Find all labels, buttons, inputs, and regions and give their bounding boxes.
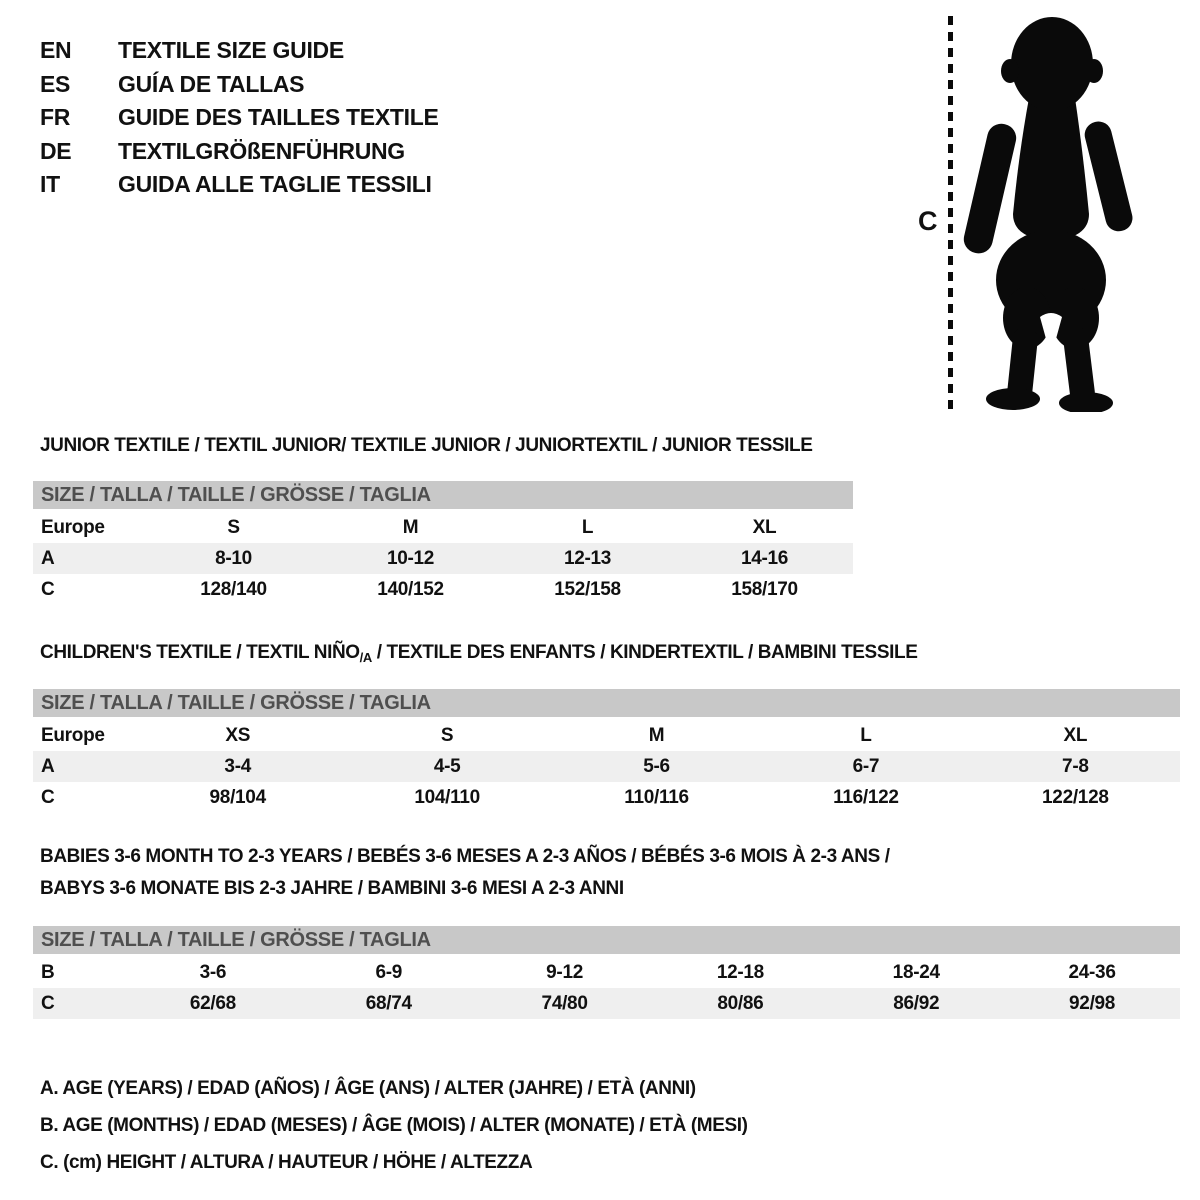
language-guide-title: GUÍA DE TALLAS <box>118 70 305 97</box>
table-cell: 3-6 <box>199 961 227 983</box>
table-cell: L <box>860 724 872 746</box>
table-cell: 6-9 <box>375 961 403 983</box>
junior-size-table <box>33 481 853 605</box>
row-label: C <box>41 992 55 1014</box>
table-cell: 110/116 <box>624 786 689 808</box>
legend-line-a: A. AGE (YEARS) / EDAD (AÑOS) / ÂGE (ANS) / ALTER (JAHRE) / ETÀ (ANNI) <box>40 1078 696 1099</box>
table-cell: M <box>402 516 419 538</box>
table-cell: 6-7 <box>852 755 880 777</box>
language-code: IT <box>40 171 60 198</box>
row-label: C <box>41 578 55 600</box>
size-header-bar: SIZE / TALLA / TAILLE / GRÖSSE / TAGLIA <box>33 481 853 509</box>
height-measure-dashed-line <box>948 16 953 414</box>
babies-section-title-line1: BABIES 3-6 MONTH TO 2-3 YEARS / BEBÉS 3-6 MESES A 2-3 AÑOS / BÉBÉS 3-6 MOIS À 2-3 ANS / <box>40 846 890 867</box>
table-row <box>33 751 1180 782</box>
table-cell: 104/110 <box>414 786 480 808</box>
table-cell: 98/104 <box>209 786 266 808</box>
language-row <box>40 68 439 102</box>
language-code: DE <box>40 137 72 164</box>
row-label: B <box>41 961 55 983</box>
table-cell: L <box>581 516 594 538</box>
language-guide-title: TEXTILE SIZE GUIDE <box>118 37 344 64</box>
language-row <box>40 101 439 135</box>
table-cell: S <box>440 724 454 746</box>
table-row <box>33 512 853 543</box>
language-code: ES <box>40 70 71 97</box>
row-label: A <box>41 755 55 777</box>
table-cell: 4-5 <box>433 755 461 777</box>
table-row <box>33 957 1180 988</box>
table-cell: 7-8 <box>1062 755 1089 777</box>
table-row <box>33 782 1180 813</box>
table-cell: 128/140 <box>200 578 267 600</box>
legend-line-b: B. AGE (MONTHS) / EDAD (MESES) / ÂGE (MOIS) / ALTER (MONATE) / ETÀ (MESI) <box>40 1115 748 1136</box>
table-cell: 80/86 <box>717 992 764 1014</box>
table-cell: 152/158 <box>554 578 621 600</box>
table-cell: 18-24 <box>892 961 940 983</box>
measurement-legend <box>40 1070 748 1181</box>
table-cell: 24-36 <box>1068 961 1116 983</box>
table-cell: 3-4 <box>224 755 251 777</box>
table-row <box>33 988 1180 1019</box>
size-header-bar: SIZE / TALLA / TAILLE / GRÖSSE / TAGLIA <box>33 926 1180 954</box>
table-cell: 68/74 <box>365 992 412 1014</box>
table-cell: 9-12 <box>546 961 583 983</box>
toddler-silhouette-icon <box>958 12 1138 412</box>
children-section-title: CHILDREN'S TEXTILE / TEXTIL $NIÑO_{/A}$ / TEXTILE DES ENFANTS / KINDERTEXTIL / BAMBINI TESSILE <box>40 642 918 665</box>
table-cell: XL <box>752 516 777 538</box>
table-cell: M <box>648 724 665 746</box>
language-row <box>40 168 439 202</box>
row-label: Europe <box>41 516 105 538</box>
babies-size-table <box>33 926 1180 1019</box>
row-label: A <box>41 547 55 569</box>
language-guide-title: TEXTILGRÖßENFÜHRUNG <box>118 137 405 164</box>
table-cell: 122/128 <box>1042 786 1109 808</box>
table-cell: S <box>227 516 240 538</box>
row-label: C <box>41 786 55 808</box>
table-cell: 12-18 <box>716 961 764 983</box>
language-code: EN <box>40 37 72 64</box>
language-code: FR <box>40 104 71 131</box>
table-row <box>33 543 853 574</box>
language-row <box>40 34 439 68</box>
children-size-table <box>33 689 1180 813</box>
table-cell: 5-6 <box>643 755 670 777</box>
language-guide-title: GUIDA ALLE TAGLIE TESSILI <box>118 171 432 198</box>
table-cell: 86/92 <box>893 992 940 1014</box>
table-cell: XS <box>225 724 251 746</box>
row-label: Europe <box>41 724 105 746</box>
table-cell: XL <box>1063 724 1088 746</box>
table-cell: 92/98 <box>1069 992 1116 1014</box>
table-cell: 14-16 <box>740 547 789 569</box>
table-row <box>33 720 1180 751</box>
table-cell: 140/152 <box>377 578 444 600</box>
language-guide-title: GUIDE DES TAILLES TEXTILE <box>118 104 439 131</box>
table-cell: 116/122 <box>833 786 899 808</box>
babies-section-title-line2: BABYS 3-6 MONATE BIS 2-3 JAHRE / BAMBINI 3-6 MESI A 2-3 ANNI <box>40 878 624 899</box>
table-cell: 12-13 <box>563 547 612 569</box>
table-row <box>33 574 853 605</box>
table-cell: 62/68 <box>189 992 236 1014</box>
legend-line-c: C. (cm) HEIGHT / ALTURA / HAUTEUR / HÖHE / ALTEZZA <box>40 1152 533 1173</box>
size-header-bar: SIZE / TALLA / TAILLE / GRÖSSE / TAGLIA <box>33 689 1180 717</box>
height-measure-label: C <box>918 206 938 236</box>
table-cell: 74/80 <box>541 992 588 1014</box>
table-cell: 10-12 <box>386 547 435 569</box>
table-cell: 158/170 <box>731 578 798 600</box>
junior-section-title: JUNIOR TEXTILE / TEXTIL JUNIOR/ TEXTILE JUNIOR / JUNIORTEXTIL / JUNIOR TESSILE <box>40 435 813 456</box>
language-title-list <box>40 34 439 202</box>
table-cell: 8-10 <box>215 547 252 569</box>
language-row <box>40 135 439 169</box>
